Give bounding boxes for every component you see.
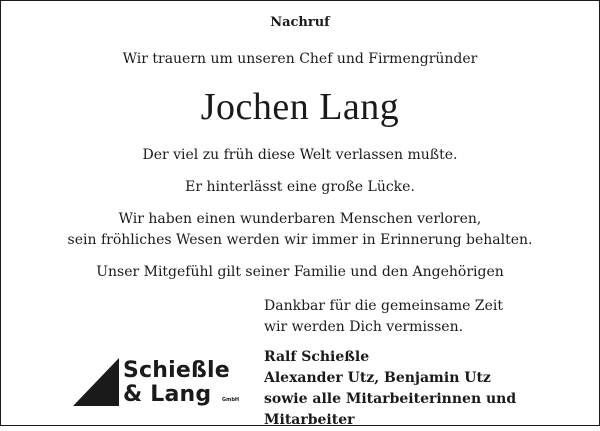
- signer-line: sowie alle Mitarbeiterinnen und Mitarbeiter: [264, 391, 517, 428]
- closing-line: Dankbar für die gemeinsame Zeit: [264, 298, 503, 314]
- intro-text: Wir trauern um unseren Chef und Firmengründer: [122, 51, 478, 67]
- closing-text: [264, 296, 503, 338]
- heading: Nachruf: [270, 15, 330, 30]
- signer-line: Ralf Schießle: [264, 349, 370, 365]
- logo-word-2: & Lang: [123, 382, 212, 407]
- company-logo: [73, 356, 245, 408]
- logo-suffix: GmbH: [222, 397, 240, 403]
- logo-triangle-shape: [73, 358, 119, 406]
- text-line: Wir haben einen wunderbaren Menschen verloren,: [118, 211, 482, 227]
- signers: [264, 347, 599, 431]
- closing-line: wir werden Dich vermissen.: [264, 319, 464, 335]
- signer-line: Alexander Utz, Benjamin Utz: [264, 370, 491, 386]
- deceased-name: Jochen Lang: [200, 86, 400, 128]
- text-line: Der viel zu früh diese Welt verlassen mußte.: [142, 147, 458, 163]
- text-line: sein fröhliches Wesen werden wir immer in Erinnerung behalten.: [67, 232, 533, 248]
- text-line: Er hinterlässt eine große Lücke.: [185, 179, 415, 195]
- text-line: Unser Mitgefühl gilt seiner Familie und den Angehörigen: [96, 264, 504, 280]
- logo-word-1: Schießle: [123, 358, 230, 383]
- logo-triangle-icon: [73, 356, 123, 408]
